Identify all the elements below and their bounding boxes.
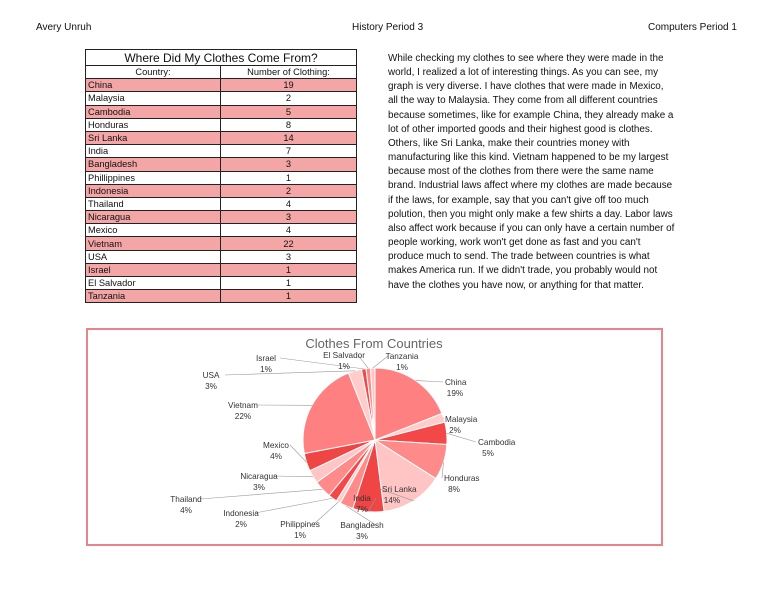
country-cell: Nicaragua xyxy=(86,211,221,224)
slice-percent: 3% xyxy=(205,382,217,391)
slice-label: Malaysia xyxy=(445,415,478,424)
table-row xyxy=(86,158,357,171)
country-cell: Honduras xyxy=(86,118,221,131)
slice-percent: 4% xyxy=(270,452,282,461)
slice-label: Thailand xyxy=(170,495,202,504)
slice-percent: 3% xyxy=(253,483,265,492)
count-cell: 3 xyxy=(221,250,357,263)
table-row xyxy=(86,224,357,237)
count-cell: 19 xyxy=(221,79,357,92)
table-row xyxy=(86,105,357,118)
table-row xyxy=(86,290,357,303)
slice-percent: 19% xyxy=(446,389,464,398)
slice-percent: 1% xyxy=(396,363,408,372)
slice-label: Israel xyxy=(255,354,277,363)
country-cell: Cambodia xyxy=(86,105,221,118)
table-row xyxy=(86,250,357,263)
table-row xyxy=(86,131,357,144)
slice-label: Indonesia xyxy=(223,509,259,518)
country-cell: Phillippines xyxy=(86,171,221,184)
essay-paragraph: While checking my clothes to see where they were made in the world, I realized a lot of interesting things. As you can see, my graph is very diverse. I have clothes that were made in Mexico, all the way to Malaysia. They come from all different countries because sometimes, like for example China, they already make a lot of other imported goods and their highest good is clothes. Others, like Sri Lanka, make their countries money with manufacturing like this kind. Vietnam happened to be my largest because most of the clothes from there were the same name brand. Industrial laws affect where my clothes are made because if the laws, for example, say that you can't give off too much polution, then you might only make a few shirts a day. Labor laws also affect work because if you can only have a certain number of people working, work won't get done as fast and you can't produce much to send. The trade between countries is what makes America run. If we didn't trade, you probably would not have the clothes you have now, or anything for that matter. xyxy=(388,53,675,291)
slice-percent: 2% xyxy=(235,520,247,529)
count-cell: 1 xyxy=(221,277,357,290)
country-cell: Vietnam xyxy=(86,237,221,250)
leader-line xyxy=(255,498,333,513)
table-row xyxy=(86,79,357,92)
slice-percent: 2% xyxy=(449,426,461,435)
slice-percent: 14% xyxy=(383,496,401,505)
table-row xyxy=(86,118,357,131)
pie-chart-panel xyxy=(86,328,663,546)
slice-label: Tanzania xyxy=(385,352,419,361)
slice-percent: 1% xyxy=(260,365,272,374)
leader-line xyxy=(415,380,443,382)
table-row xyxy=(86,263,357,276)
country-cell: Israel xyxy=(86,263,221,276)
slice-percent: 1% xyxy=(294,531,306,540)
count-cell: 2 xyxy=(221,92,357,105)
slice-label: Vietnam xyxy=(228,401,258,410)
country-cell: Thailand xyxy=(86,197,221,210)
slice-percent: 4% xyxy=(180,506,192,515)
slice-label: Sri Lanka xyxy=(382,485,417,494)
slice-label: Nicaragua xyxy=(240,472,278,481)
leader-line xyxy=(273,476,313,477)
header-student-name: Avery Unruh xyxy=(36,22,92,33)
table-row xyxy=(86,92,357,105)
count-cell: 1 xyxy=(221,290,357,303)
table-row xyxy=(86,171,357,184)
count-cell: 14 xyxy=(221,131,357,144)
count-cell: 8 xyxy=(221,118,357,131)
chart-title: Clothes From Countries xyxy=(305,336,443,351)
table-row xyxy=(86,277,357,290)
count-cell: 3 xyxy=(221,158,357,171)
column-header-country: Country: xyxy=(86,66,221,79)
clothes-table xyxy=(85,49,357,303)
country-cell: India xyxy=(86,145,221,158)
slice-label: Mexico xyxy=(263,441,289,450)
count-cell: 3 xyxy=(221,211,357,224)
count-cell: 7 xyxy=(221,145,357,158)
count-cell: 1 xyxy=(221,171,357,184)
slice-percent: 22% xyxy=(234,412,252,421)
table-row xyxy=(86,197,357,210)
slice-label: India xyxy=(353,494,371,503)
table-row xyxy=(86,145,357,158)
country-cell: Malaysia xyxy=(86,92,221,105)
column-header-number: Number of Clothing: xyxy=(221,66,357,79)
country-cell: Mexico xyxy=(86,224,221,237)
country-cell: Indonesia xyxy=(86,184,221,197)
country-cell: China xyxy=(86,79,221,92)
header-computers-period: Computers Period 1 xyxy=(648,22,737,33)
country-cell: Sri Lanka xyxy=(86,131,221,144)
count-cell: 1 xyxy=(221,263,357,276)
header-history-period: History Period 3 xyxy=(352,22,424,33)
country-cell: El Salvador xyxy=(86,277,221,290)
slice-percent: 3% xyxy=(356,532,368,541)
slice-label: Cambodia xyxy=(478,438,516,447)
table-title: Where Did My Clothes Come From? xyxy=(86,50,357,66)
country-cell: Tanzania xyxy=(86,290,221,303)
slice-label: USA xyxy=(202,371,220,380)
slice-label: El Salvador xyxy=(323,351,365,360)
slice-percent: 7% xyxy=(356,505,368,514)
slice-label: Honduras xyxy=(444,474,480,483)
table-row xyxy=(86,237,357,250)
count-cell: 22 xyxy=(221,237,357,250)
table-row xyxy=(86,184,357,197)
country-cell: Bangladesh xyxy=(86,158,221,171)
slice-percent: 1% xyxy=(338,362,350,371)
pie-chart xyxy=(88,330,661,544)
slice-label: China xyxy=(445,378,467,387)
count-cell: 4 xyxy=(221,224,357,237)
slice-label: Philippines xyxy=(280,520,320,529)
leader-line xyxy=(225,371,355,375)
table-row xyxy=(86,211,357,224)
count-cell: 2 xyxy=(221,184,357,197)
slice-percent: 8% xyxy=(448,485,460,494)
count-cell: 5 xyxy=(221,105,357,118)
slice-label: Bangladesh xyxy=(340,521,384,530)
slice-percent: 5% xyxy=(482,449,494,458)
count-cell: 4 xyxy=(221,197,357,210)
country-cell: USA xyxy=(86,250,221,263)
